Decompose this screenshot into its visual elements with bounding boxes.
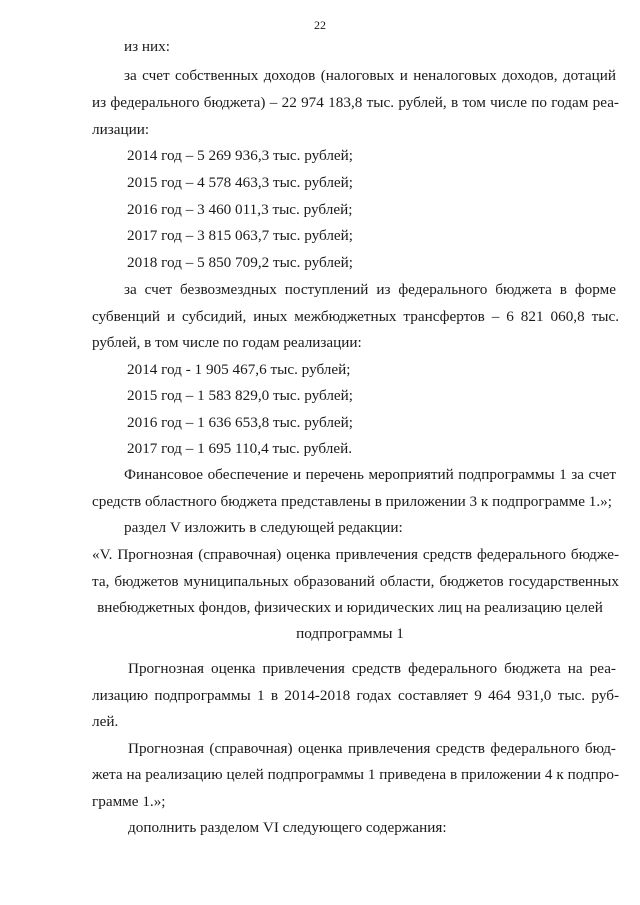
year-line: 2016 год – 3 460 011,3 тыс. рублей;: [127, 201, 353, 218]
text-line: рублей, в том числе по годам реализации:: [92, 334, 362, 351]
text-line: жета на реализацию целей подпрограммы 1 приведена в приложении 4 к подпро-: [92, 766, 619, 783]
text-line: субвенций и субсидий, иных межбюджетных трансфертов – 6 821 060,8 тыс.: [92, 308, 619, 325]
text-line: из федерального бюджета) – 22 974 183,8 тыс. рублей, в том числе по годам реа-: [92, 94, 619, 111]
text-line: Прогнозная (справочная) оценка привлечения средств федерального бюд-: [128, 740, 616, 757]
year-line: 2015 год – 4 578 463,3 тыс. рублей;: [127, 174, 354, 191]
text-line: за счет безвозмездных поступлений из федерального бюджета в форме: [124, 281, 616, 298]
text-line: лизации:: [92, 121, 150, 138]
text-line: грамме 1.»;: [92, 793, 166, 810]
text-line: Прогнозная оценка привлечения средств федерального бюджета на реа-: [128, 660, 616, 677]
section-heading-line: та, бюджетов муниципальных образований области, бюджетов государственных: [92, 573, 619, 590]
year-line: 2014 год - 1 905 467,6 тыс. рублей;: [127, 361, 351, 378]
text-line: средств областного бюджета представлены в приложении 3 к подпрограмме 1.»;: [92, 493, 612, 510]
section-heading-line: «V. Прогнозная (справочная) оценка привлечения средств федерального бюдже-: [92, 546, 619, 563]
text-line: дополнить разделом VI следующего содержания:: [128, 819, 447, 836]
year-line: 2015 год – 1 583 829,0 тыс. рублей;: [127, 387, 354, 404]
year-line: 2014 год – 5 269 936,3 тыс. рублей;: [127, 147, 354, 164]
year-line: 2017 год – 1 695 110,4 тыс. рублей.: [127, 440, 353, 457]
section-heading-line: внебюджетных фондов, физических и юридических лиц на реализацию целей: [97, 599, 603, 616]
text-line: Финансовое обеспечение и перечень мероприятий подпрограммы 1 за счет: [124, 466, 616, 483]
section-heading-line: подпрограммы 1: [296, 625, 404, 642]
text-line: раздел V изложить в следующей редакции:: [124, 519, 403, 536]
year-line: 2016 год – 1 636 653,8 тыс. рублей;: [127, 414, 354, 431]
year-line: 2018 год – 5 850 709,2 тыс. рублей;: [127, 254, 354, 271]
page-number: 22: [314, 18, 326, 32]
text-line: лизацию подпрограммы 1 в 2014-2018 годах составляет 9 464 931,0 тыс. руб-: [92, 687, 619, 704]
text-line: лей.: [92, 713, 119, 730]
text-line: из них:: [124, 38, 170, 55]
year-line: 2017 год – 3 815 063,7 тыс. рублей;: [127, 227, 354, 244]
text-line: за счет собственных доходов (налоговых и неналоговых доходов, дотаций: [124, 67, 616, 84]
